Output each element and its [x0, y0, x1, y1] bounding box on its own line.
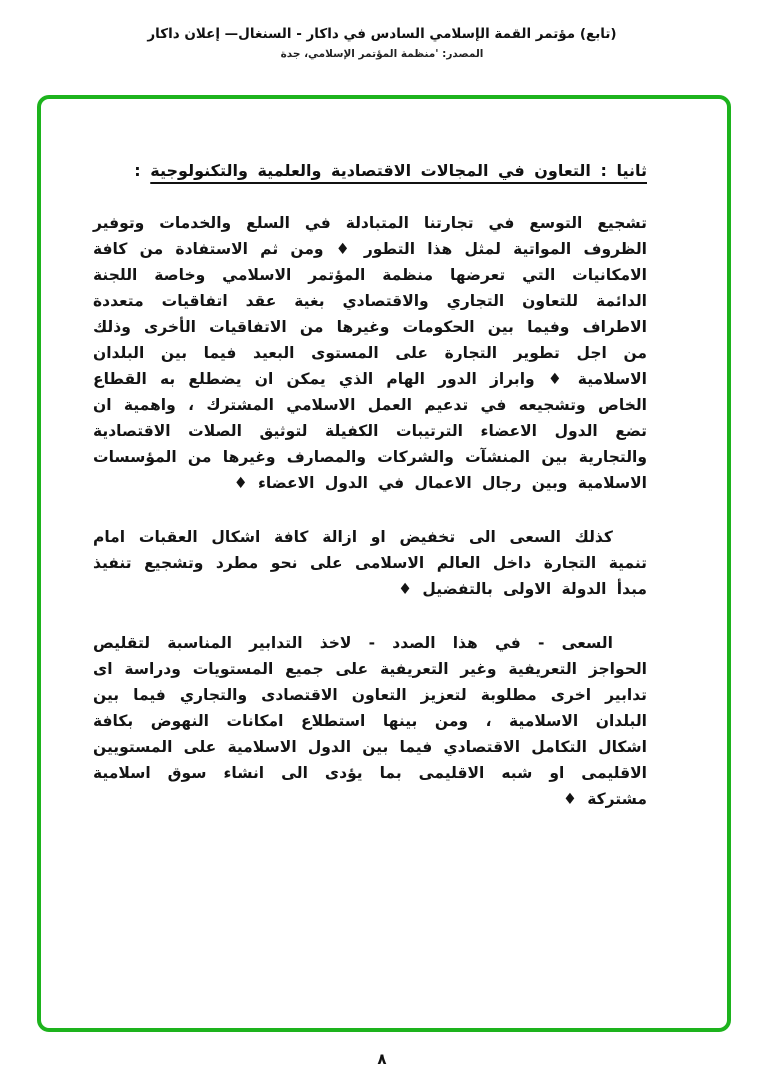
- content-area: [41, 99, 727, 812]
- paragraph: كذلك السعى الى تخفيض او ازالة كافة اشكال العقبات امام تنمية التجارة داخل العالم الاسلامى على نحو مطرد وتشجيع تنفيذ مبدأ الدولة الاولى بالتفضيل ♦: [93, 528, 647, 598]
- paragraph: السعى - في هذا الصدد - لاخذ التدابير المناسبة لتقليص الحواجز التعريفية وغير التعريفية على جميع المستويات ودراسة اى تدابير اخرى مطلوبة لتعزيز التعاون الاقتصادى والتجاري فيما بين البلدان الاسلامية ، ومن بينها استطلاع امكانات النهوض بكافة اشكال التكامل الاقتصادي فيما بين الدول الاسلامية على المستويين الاقليمى او شبه الاقليمى بما يؤدى الى انشاء سوق اسلامية مشتركة ♦: [93, 634, 647, 808]
- content-frame: [37, 95, 731, 1032]
- section-heading-colon: :: [134, 161, 151, 180]
- section-heading-text: ثانيا : التعاون في المجالات الاقتصادية والعلمية والتكنولوجية: [150, 161, 647, 180]
- document-header: [0, 26, 764, 60]
- section-heading: [93, 161, 647, 180]
- body-text: [93, 210, 647, 812]
- page-number: ٨: [377, 1050, 387, 1068]
- document-title: (تابع) مؤتمر القمة الإسلامي السادس في داكار - السنغال— إعلان داكار: [147, 26, 617, 42]
- document-source: المصدر: 'منظمة المؤتمر الإسلامي، جدة: [280, 48, 484, 60]
- paragraph: تشجيع التوسع في تجارتنا المتبادلة في السلع والخدمات وتوفير الظروف المواتية لمثل هذا التطور ♦ ومن ثم الاستفادة من كافة الامكانيات التي تعرضها منظمة المؤتمر الاسلامي وخاصة اللجنة الدائمة للتعاون التجاري والاقتصادي بغية عقد اتفاقيات متعددة الاطراف وفيما بين الحكومات وغيرها من الاتفاقيات الأخرى وذلك من اجل تطوير التجارة على المستوى البعيد فيما بين البلدان الاسلامية ♦ وابراز الدور الهام الذي يمكن ان يضطلع به القطاع الخاص وتشجيعه في تدعيم العمل الاسلامي المشترك ، واهمية ان تضع الدول الاعضاء الترتيبات الكفيلة لتوثيق الصلات الاقتصادية والتجارية بين المنشآت والشركات والمصارف وغيرها من المؤسسات الاسلامية وبين رجال الاعمال في الدول الاعضاء ♦: [93, 214, 647, 492]
